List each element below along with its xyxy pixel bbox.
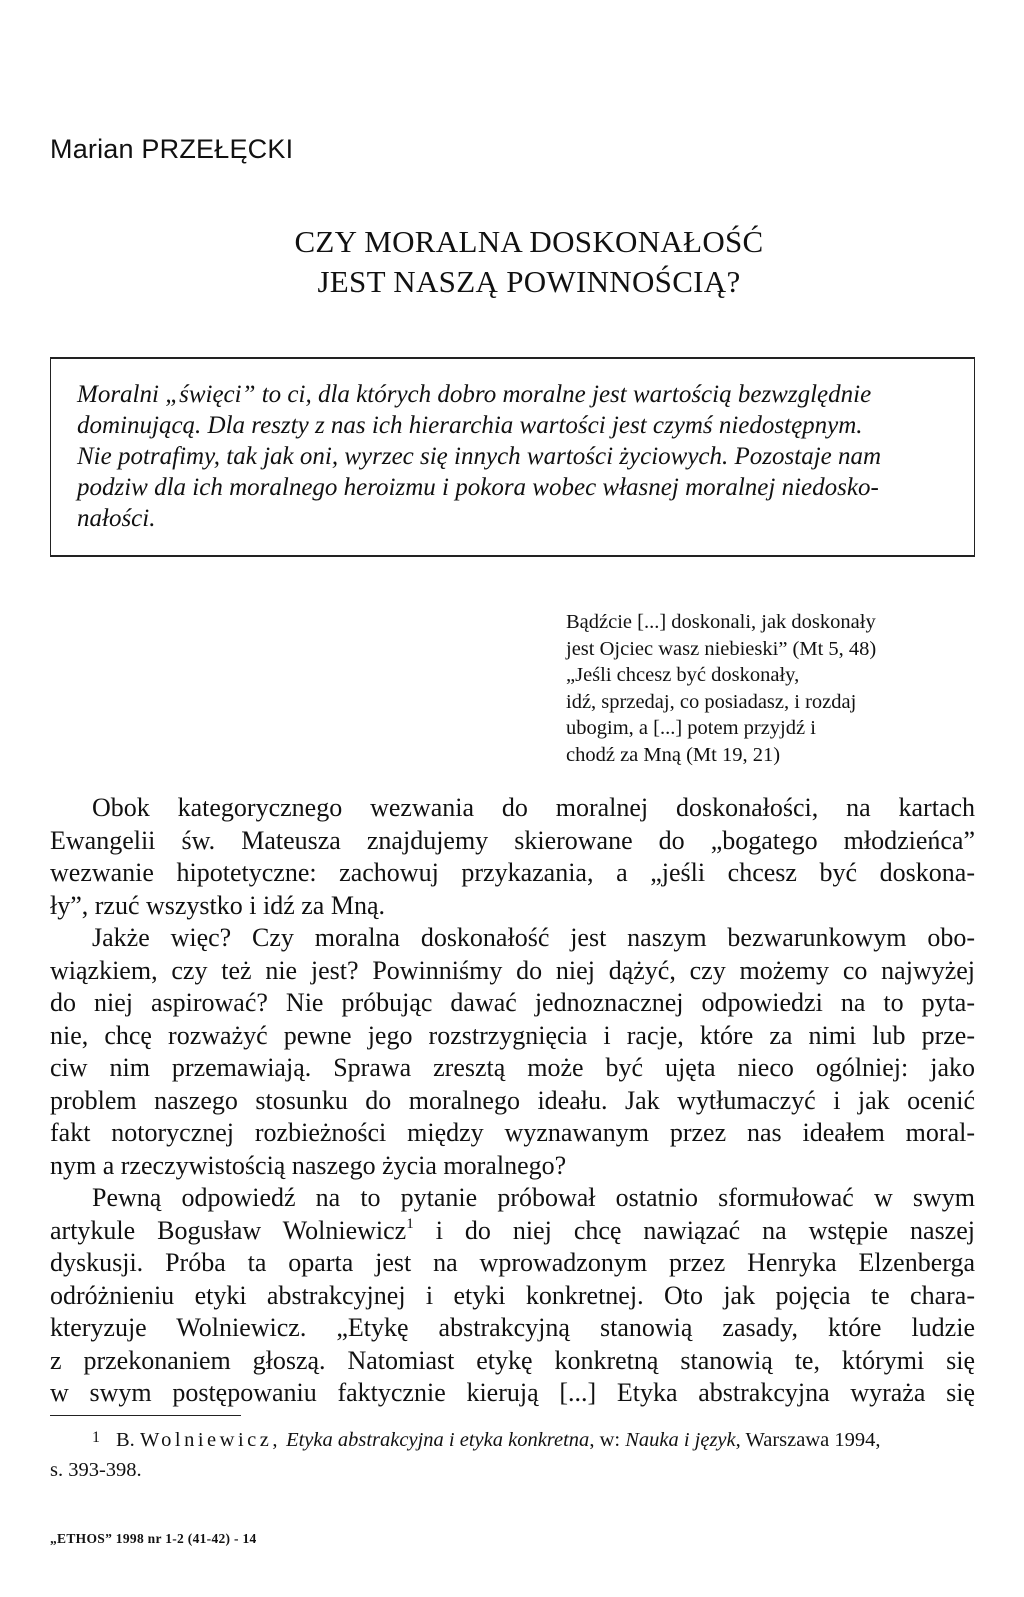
abstract-line: Moralni „święci” to ci, dla których dobro moralne jest wartością bezwzględnie [77, 381, 872, 408]
footnote-reference[interactable]: 1 [406, 1215, 414, 1232]
body-line: z przekonaniem głoszą. Natomiast etykę konkretną stanowią te, którymi się [50, 1345, 975, 1375]
epigraph-line: „Jeśli chcesz być doskonały, [566, 664, 800, 686]
body-line: problem naszego stosunku do moralnego ideału. Jak wytłumaczyć i jak ocenić [50, 1085, 975, 1115]
epigraph-line: ubogim, a [...] potem przyjdź i [566, 717, 816, 739]
body-line: nie, chcę rozważyć pewne jego rozstrzygnięcia i racje, które za nimi lub prze- [50, 1020, 975, 1050]
journal-footer: „ETHOS” 1998 nr 1-2 (41-42) - 14 [50, 1531, 257, 1546]
epigraph-line: idź, sprzedaj, co posiadasz, i rozdaj [566, 690, 857, 713]
body-line: w swym postępowaniu faktycznie kierują [...] Etyka abstrakcyjna wyraża się [50, 1378, 975, 1407]
footnote-pages: s. 393-398. [50, 1459, 142, 1481]
body-line: Jakże więc? Czy moralna doskonałość jest naszym bezwarunkowym obo- [92, 923, 975, 952]
article-title [50, 222, 980, 302]
body-line-part: i do niej chcę nawiązać na wstępie naszej [435, 1215, 975, 1245]
footnote-line-1 [50, 1426, 975, 1456]
epigraph-line: chodź za Mną (Mt 19, 21) [566, 743, 781, 766]
footnote-place-year: , Warszawa 1994, [735, 1429, 881, 1451]
title-line-1: CZY MORALNA DOSKONAŁOŚĆ [294, 224, 764, 259]
footnote-divider [50, 1415, 241, 1416]
body-line: Obok kategorycznego wezwania do moralnej doskonałości, na kartach [92, 793, 975, 822]
body-line-with-footnote-ref [50, 1215, 975, 1248]
epigraph-line: jest Ojciec wasz niebieski” (Mt 5, 48) [566, 637, 877, 660]
footnote-collection: Nauka i język [625, 1429, 736, 1451]
body-line: odróżnieniu etyki abstrakcyjnej i etyki konkretnej. Oto jak pojęcia te chara- [50, 1280, 975, 1310]
footnote-in-label: , w: [589, 1429, 621, 1451]
body-text [50, 792, 975, 1410]
abstract-line: podziw dla ich moralnego heroizmu i pokora wobec własnej moralnej niedosko- [77, 474, 879, 501]
body-line: nym a rzeczywistością naszego życia moralnego? [50, 1150, 567, 1180]
footnote-author-name: Wolniewicz, [139, 1429, 281, 1451]
footnote-work-title: Etyka abstrakcyjna i etyka konkretna [286, 1429, 590, 1451]
footnote-number: 1 [92, 1429, 100, 1446]
abstract-line: dominującą. Dla reszty z nas ich hierarchia wartości jest czymś niedostępnym. [77, 412, 863, 439]
body-line: dyskusji. Próba ta oparta jest na wprowadzonym przez Henryka Elzenberga [50, 1248, 975, 1277]
abstract-line: Nie potrafimy, tak jak oni, wyrzec się innych wartości życiowych. Pozostaje nam [77, 443, 882, 470]
body-line: fakt notorycznej rozbieżności między wyznawanym przez nas ideałem moral- [50, 1118, 975, 1147]
body-line: kteryzuje Wolniewicz. „Etykę abstrakcyjną stanowią zasady, które ludzie [50, 1313, 975, 1342]
epigraph-line: Bądźcie [...] doskonali, jak doskonały [566, 611, 876, 633]
abstract-box [50, 357, 975, 557]
body-line: wiązkiem, czy też nie jest? Powinniśmy do niej dążyć, czy możemy co najwyżej [50, 955, 975, 985]
body-line: ły”, rzuć wszystko i idź za Mną. [50, 890, 386, 920]
body-line: wezwanie hipotetyczne: zachowuj przykazania, a „jeśli chcesz być doskona- [50, 858, 975, 887]
body-line: ciw nim przemawiają. Sprawa zresztą może być ujęta nieco ogólniej: jako [50, 1053, 975, 1082]
body-line: Pewną odpowiedź na to pytanie próbował ostatnio sformułować w swym [92, 1183, 975, 1212]
title-line-2: JEST NASZĄ POWINNOŚCIĄ? [317, 264, 741, 299]
footnote-author-initial: B. [116, 1429, 135, 1451]
body-line-part: artykule Bogusław Wolniewicz [50, 1215, 407, 1245]
abstract-line: nałości. [77, 505, 156, 532]
body-line: Ewangelii św. Mateusza znajdujemy skierowane do „bogatego młodzieńca” [50, 825, 975, 855]
body-line: do niej aspirować? Nie próbując dawać jednoznacznej odpowiedzi na to pyta- [50, 988, 975, 1017]
epigraph [566, 609, 876, 768]
footnote [50, 1426, 975, 1485]
author-name: Marian PRZEŁĘCKI [50, 134, 294, 164]
